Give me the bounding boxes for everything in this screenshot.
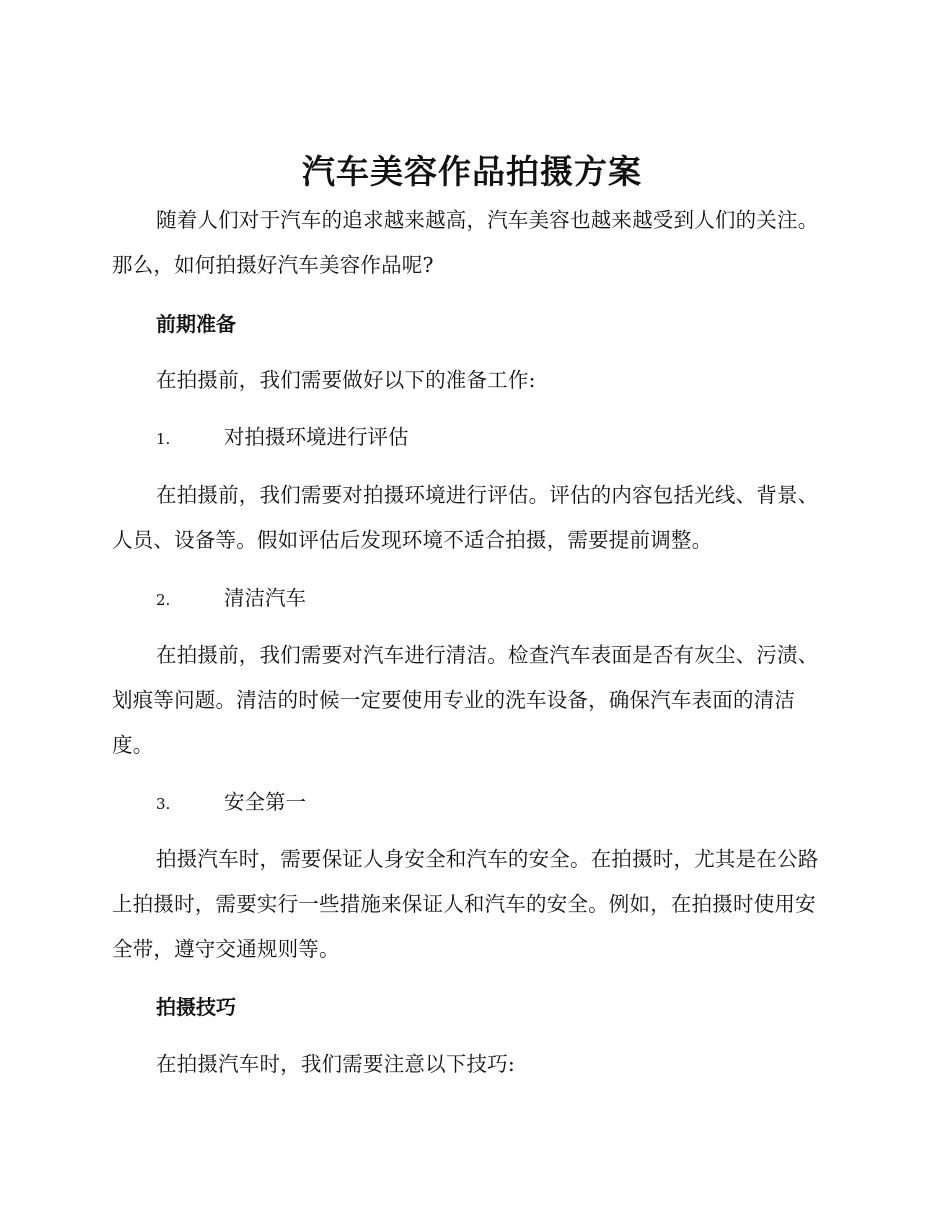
item-1-body: 在拍摄前，我们需要对拍摄环境进行评估。评估的内容包括光线、背景、人员、设备等。假如评估后发现环境不适合拍摄，需要提前调整。 — [112, 483, 819, 552]
list-title-2: 清洁汽车 — [224, 586, 306, 610]
list-item-1 — [156, 415, 832, 462]
item-2-body: 在拍摄前，我们需要对汽车进行清洁。检查汽车表面是否有灰尘、污渍、划痕等问题。清洁的时候一定要使用专业的洗车设备，确保汽车表面的清洁度。 — [112, 643, 819, 757]
list-title-1: 对拍摄环境进行评估 — [224, 425, 409, 449]
section-heading-techniques: 拍摄技巧 — [156, 995, 236, 1019]
list-title-3: 安全第一 — [224, 790, 306, 814]
intro-paragraph: 随着人们对于汽车的追求越来越高，汽车美容也越来越受到人们的关注。那么，如何拍摄好汽车美容作品呢? — [112, 208, 819, 277]
item-3-body: 拍摄汽车时，需要保证人身安全和汽车的安全。在拍摄时，尤其是在公路上拍摄时，需要实行一些措施来保证人和汽车的安全。例如，在拍摄时使用安全带，遵守交通规则等。 — [112, 847, 819, 961]
preparation-lead: 在拍摄前，我们需要做好以下的准备工作: — [156, 368, 536, 392]
list-number-1: 1. — [156, 430, 171, 448]
document-title: 汽车美容作品拍摄方案 — [302, 152, 642, 191]
section-heading-preparation: 前期准备 — [156, 312, 236, 336]
list-number-2: 2. — [156, 591, 171, 609]
list-number-3: 3. — [156, 795, 171, 813]
list-item-3 — [156, 780, 832, 827]
techniques-lead: 在拍摄汽车时，我们需要注意以下技巧: — [156, 1052, 516, 1076]
list-item-2 — [156, 576, 832, 623]
